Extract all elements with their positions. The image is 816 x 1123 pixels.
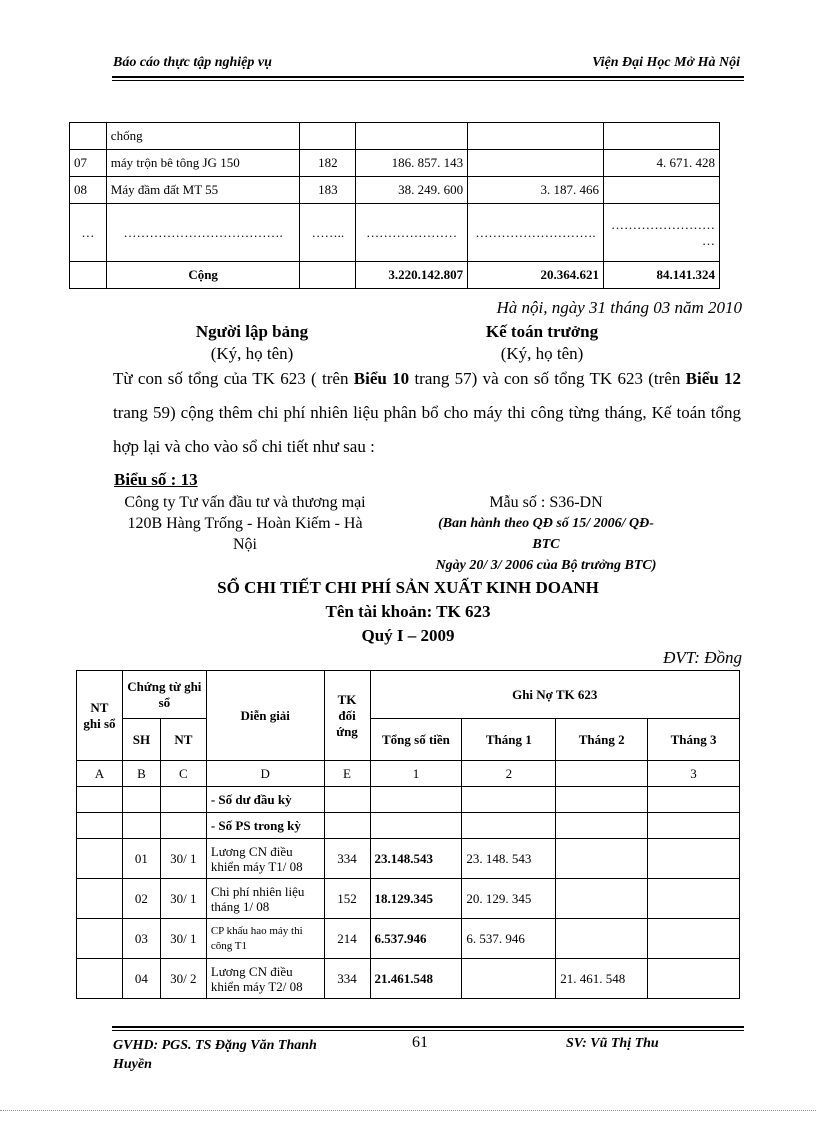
period-title: Quý I – 2009 — [361, 626, 455, 645]
col-t3-header: Tháng 3 — [648, 719, 740, 761]
table-row: chống — [70, 123, 720, 150]
preparer-note: (Ký, họ tên) — [210, 344, 294, 363]
col-total-header: Tổng số tiền — [370, 719, 462, 761]
ledger-table — [76, 670, 740, 999]
col-nt-header: NT ghi sổ — [77, 671, 123, 761]
col-diengiai-header: Diễn giải — [206, 671, 324, 761]
footer-rule-thin — [112, 1030, 744, 1031]
footer-left: GVHD: PGS. TS Đặng Văn Thanh Huyền — [113, 1038, 317, 1072]
date-line: Hà nội, ngày 31 tháng 03 năm 2010 — [496, 298, 742, 317]
accountant-title: Kế toán trưởng — [485, 322, 599, 341]
header-rule — [112, 76, 744, 78]
col-tk-header: TK đối ứng — [324, 671, 370, 761]
letter-row: A B C D E 1 2 3 — [77, 761, 740, 787]
intro-paragraph: Từ con số tổng của TK 623 ( trên Biểu 10 trang 57) và con số tổng TK 623 (trên Biểu 12 trang 59) cộng thêm chi phí nhiên liệu phân bổ cho máy thi công từng tháng, Kế toán tổng hợp lại và cho vào sổ chi tiết như sau : — [113, 369, 742, 456]
table-row: - Số dư đầu kỳ — [77, 787, 740, 813]
unit-label: ĐVT: Đồng — [663, 648, 742, 667]
col-sh-header: SH — [122, 719, 160, 761]
col-chungtu-header: Chứng từ ghi sổ — [122, 671, 206, 719]
form-label: Biểu số : 13 — [114, 470, 198, 489]
table-row: 04 30/ 2 Lương CN điều khiển máy T2/ 08 334 21.461.548 21. 461. 548 — [77, 959, 740, 999]
account-title: Tên tài khoản: TK 623 — [325, 602, 491, 621]
table-row: … ………………………………. …….. ………………… ………………………. …………………… … — [70, 204, 720, 262]
header-right: Viện Đại Học Mở Hà Nội — [592, 55, 740, 70]
preparer-title: Người lập bảng — [195, 322, 309, 341]
ledger-title: SỔ CHI TIẾT CHI PHÍ SẢN XUẤT KINH DOANH — [217, 578, 599, 597]
footer-rule — [112, 1026, 744, 1028]
table-row: 07 máy trộn bê tông JG 150 182 186. 857. 143 4. 671. 428 — [70, 150, 720, 177]
company-block: Công ty Tư vấn đầu tư và thương mại 120B Hàng Trống - Hoàn Kiếm - Hà Nội — [124, 494, 366, 553]
table-row: 03 30/ 1 CP khấu hao máy thi công T1 214 6.537.946 6. 537. 946 — [77, 919, 740, 959]
table-row: - Số PS trong kỳ — [77, 813, 740, 839]
col-nt2-header: NT — [160, 719, 206, 761]
table-row: 02 30/ 1 Chi phí nhiên liệu tháng 1/ 08 152 18.129.345 20. 129. 345 — [77, 879, 740, 919]
fuel-allocation-table — [69, 122, 720, 289]
header-left: Báo cáo thực tập nghiệp vụ — [113, 55, 272, 70]
template-block: Mẫu số : S36-DN (Ban hành theo QĐ số 15/ 2006/ QĐ- BTC Ngày 20/ 3/ 2006 của Bộ trưởng BTC) — [435, 494, 657, 573]
accountant-note: (Ký, họ tên) — [500, 344, 584, 363]
page-number: 61 — [412, 1034, 428, 1051]
col-t2-header: Tháng 2 — [556, 719, 648, 761]
table-row: 08 Máy đầm đất MT 55 183 38. 249. 600 3. 187. 466 — [70, 177, 720, 204]
header-rule-thin — [112, 80, 744, 81]
table-row: 01 30/ 1 Lương CN điều khiển máy T1/ 08 334 23.148.543 23. 148. 543 — [77, 839, 740, 879]
total-row: Cộng 3.220.142.807 20.364.621 84.141.324 — [70, 262, 720, 289]
page-break-line — [0, 1110, 816, 1111]
footer-right: SV: Vũ Thị Thu — [566, 1036, 659, 1051]
col-ghino-header: Ghi Nợ TK 623 — [370, 671, 740, 719]
col-t1-header: Tháng 1 — [462, 719, 556, 761]
